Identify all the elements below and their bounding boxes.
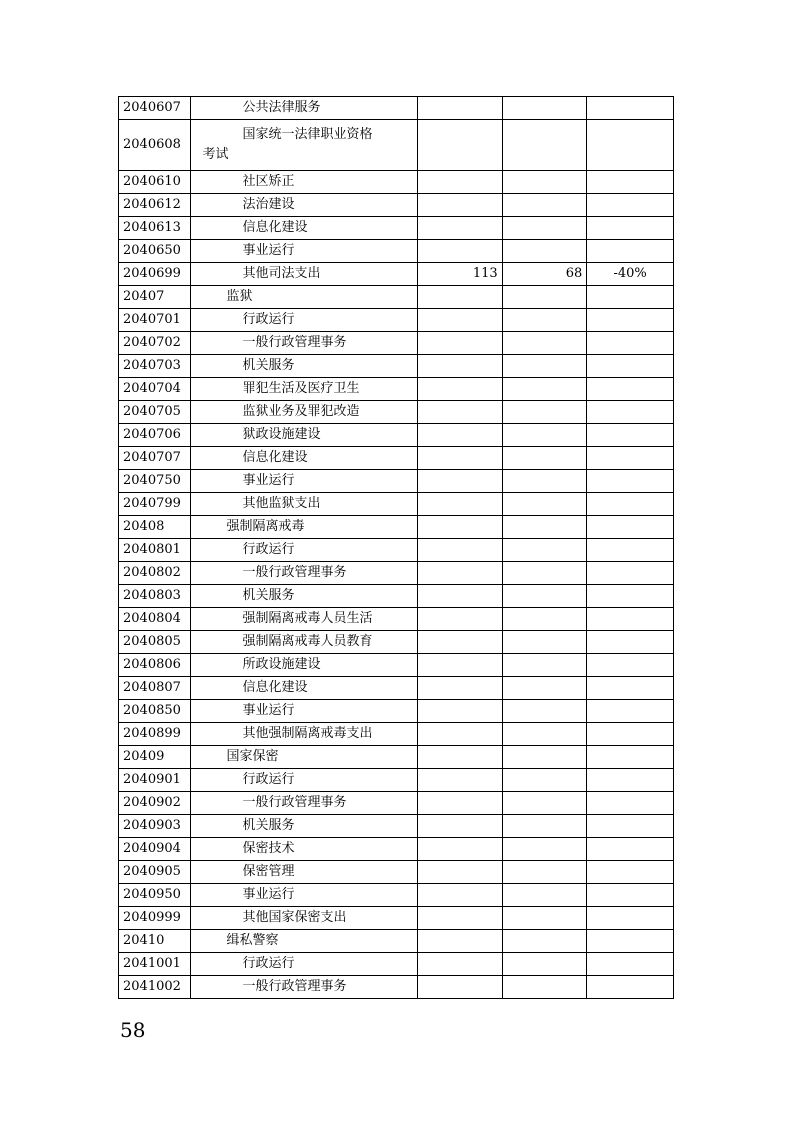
row-code: 2040950 xyxy=(119,884,191,907)
row-value-2 xyxy=(502,217,587,240)
row-code: 2040607 xyxy=(119,97,191,120)
row-change-pct xyxy=(587,815,674,838)
row-value-2 xyxy=(502,516,587,539)
row-name: 强制隔离戒毒人员生活 xyxy=(190,608,418,631)
row-value-2 xyxy=(502,723,587,746)
table-row xyxy=(119,424,674,447)
table-row xyxy=(119,286,674,309)
row-change-pct: -40% xyxy=(587,263,674,286)
row-change-pct xyxy=(587,97,674,120)
row-code: 2040803 xyxy=(119,585,191,608)
row-value-1 xyxy=(418,240,503,263)
row-code: 2040904 xyxy=(119,838,191,861)
row-value-2 xyxy=(502,930,587,953)
row-code: 2040750 xyxy=(119,470,191,493)
row-change-pct xyxy=(587,631,674,654)
row-value-1 xyxy=(418,332,503,355)
row-code: 2040850 xyxy=(119,700,191,723)
row-value-2 xyxy=(502,861,587,884)
table-row xyxy=(119,976,674,999)
row-value-1 xyxy=(418,792,503,815)
row-name: 所政设施建设 xyxy=(190,654,418,677)
row-change-pct xyxy=(587,539,674,562)
row-value-1 xyxy=(418,631,503,654)
row-change-pct xyxy=(587,378,674,401)
table-row xyxy=(119,884,674,907)
row-value-1 xyxy=(418,309,503,332)
row-change-pct xyxy=(587,286,674,309)
row-value-2 xyxy=(502,332,587,355)
row-change-pct xyxy=(587,976,674,999)
table-row xyxy=(119,654,674,677)
row-change-pct xyxy=(587,769,674,792)
row-code: 2041002 xyxy=(119,976,191,999)
row-code: 2040650 xyxy=(119,240,191,263)
row-name-line: 考试 xyxy=(202,147,229,162)
row-value-2 xyxy=(502,769,587,792)
row-change-pct xyxy=(587,194,674,217)
table-row xyxy=(119,930,674,953)
row-value-2 xyxy=(502,677,587,700)
row-change-pct xyxy=(587,677,674,700)
row-code: 2040613 xyxy=(119,217,191,240)
row-change-pct xyxy=(587,654,674,677)
row-value-1 xyxy=(418,378,503,401)
table-row xyxy=(119,815,674,838)
row-code: 2040804 xyxy=(119,608,191,631)
row-value-2 xyxy=(502,194,587,217)
row-value-1 xyxy=(418,907,503,930)
table-row xyxy=(119,700,674,723)
table-row xyxy=(119,120,674,171)
row-name: 行政运行 xyxy=(190,769,418,792)
row-change-pct xyxy=(587,516,674,539)
row-name: 缉私警察 xyxy=(190,930,418,953)
row-change-pct xyxy=(587,171,674,194)
row-name: 一般行政管理事务 xyxy=(190,332,418,355)
row-value-2 xyxy=(502,424,587,447)
table-row xyxy=(119,447,674,470)
budget-table xyxy=(118,96,674,999)
row-name: 一般行政管理事务 xyxy=(190,976,418,999)
row-value-2 xyxy=(502,401,587,424)
row-change-pct xyxy=(587,309,674,332)
table-row xyxy=(119,562,674,585)
row-change-pct xyxy=(587,907,674,930)
row-change-pct xyxy=(587,401,674,424)
row-code: 2040608 xyxy=(119,120,191,171)
row-value-2 xyxy=(502,953,587,976)
row-value-1 xyxy=(418,746,503,769)
row-value-1 xyxy=(418,861,503,884)
row-code: 2040612 xyxy=(119,194,191,217)
row-change-pct xyxy=(587,585,674,608)
table-row xyxy=(119,97,674,120)
row-name: 狱政设施建设 xyxy=(190,424,418,447)
row-code: 2040701 xyxy=(119,309,191,332)
row-name: 强制隔离戒毒人员教育 xyxy=(190,631,418,654)
table-row xyxy=(119,516,674,539)
row-value-2 xyxy=(502,907,587,930)
row-code: 2040807 xyxy=(119,677,191,700)
row-code: 2040799 xyxy=(119,493,191,516)
row-value-2 xyxy=(502,792,587,815)
row-name: 机关服务 xyxy=(190,815,418,838)
row-change-pct xyxy=(587,608,674,631)
row-name: 一般行政管理事务 xyxy=(190,562,418,585)
page-number: 58 xyxy=(120,1018,146,1042)
row-code: 2040699 xyxy=(119,263,191,286)
row-code: 20407 xyxy=(119,286,191,309)
row-name: 强制隔离戒毒 xyxy=(190,516,418,539)
row-value-1 xyxy=(418,815,503,838)
row-value-1 xyxy=(418,769,503,792)
row-name: 行政运行 xyxy=(190,953,418,976)
row-value-1 xyxy=(418,447,503,470)
row-value-1 xyxy=(418,608,503,631)
table-row xyxy=(119,470,674,493)
row-name: 其他监狱支出 xyxy=(190,493,418,516)
row-value-1 xyxy=(418,585,503,608)
row-value-2 xyxy=(502,585,587,608)
row-value-2 xyxy=(502,562,587,585)
row-name: 社区矫正 xyxy=(190,171,418,194)
row-code: 20410 xyxy=(119,930,191,953)
row-value-1 xyxy=(418,700,503,723)
table-row xyxy=(119,171,674,194)
row-change-pct xyxy=(587,447,674,470)
row-change-pct xyxy=(587,884,674,907)
row-code: 2040706 xyxy=(119,424,191,447)
row-value-2 xyxy=(502,976,587,999)
row-code: 20409 xyxy=(119,746,191,769)
table-row xyxy=(119,723,674,746)
table-row xyxy=(119,355,674,378)
row-value-2 xyxy=(502,171,587,194)
row-code: 20408 xyxy=(119,516,191,539)
row-value-1 xyxy=(418,516,503,539)
table-row xyxy=(119,217,674,240)
table-row xyxy=(119,953,674,976)
row-change-pct xyxy=(587,861,674,884)
row-change-pct xyxy=(587,746,674,769)
row-name: 事业运行 xyxy=(190,240,418,263)
table-row xyxy=(119,493,674,516)
table-body xyxy=(119,97,674,999)
row-value-2 xyxy=(502,493,587,516)
table-row xyxy=(119,240,674,263)
table-row xyxy=(119,539,674,562)
row-change-pct xyxy=(587,700,674,723)
row-name: 事业运行 xyxy=(190,470,418,493)
row-code: 2040805 xyxy=(119,631,191,654)
row-code: 2040703 xyxy=(119,355,191,378)
row-change-pct xyxy=(587,240,674,263)
row-name: 行政运行 xyxy=(190,539,418,562)
row-code: 2040901 xyxy=(119,769,191,792)
row-value-2 xyxy=(502,608,587,631)
row-name: 监狱业务及罪犯改造 xyxy=(190,401,418,424)
row-value-2 xyxy=(502,309,587,332)
row-value-1 xyxy=(418,424,503,447)
row-name: 其他强制隔离戒毒支出 xyxy=(190,723,418,746)
row-value-1 xyxy=(418,97,503,120)
row-value-2 xyxy=(502,746,587,769)
row-code: 2040902 xyxy=(119,792,191,815)
row-name: 法治建设 xyxy=(190,194,418,217)
row-name: 信息化建设 xyxy=(190,677,418,700)
row-value-1 xyxy=(418,539,503,562)
row-value-1 xyxy=(418,120,503,171)
row-value-1 xyxy=(418,217,503,240)
row-value-2 xyxy=(502,355,587,378)
row-code: 2040801 xyxy=(119,539,191,562)
table-row xyxy=(119,677,674,700)
row-value-1 xyxy=(418,286,503,309)
row-value-2 xyxy=(502,470,587,493)
table-row xyxy=(119,746,674,769)
row-change-pct xyxy=(587,332,674,355)
row-value-1 xyxy=(418,677,503,700)
row-code: 2040707 xyxy=(119,447,191,470)
row-value-2 xyxy=(502,539,587,562)
row-value-2 xyxy=(502,884,587,907)
table-row xyxy=(119,263,674,286)
row-value-1 xyxy=(418,838,503,861)
row-value-1 xyxy=(418,470,503,493)
row-name: 国家保密 xyxy=(190,746,418,769)
row-change-pct xyxy=(587,355,674,378)
row-name: 公共法律服务 xyxy=(190,97,418,120)
row-value-2 xyxy=(502,700,587,723)
row-value-1 xyxy=(418,355,503,378)
row-name: 行政运行 xyxy=(190,309,418,332)
table-row xyxy=(119,838,674,861)
row-value-2 xyxy=(502,240,587,263)
row-name: 机关服务 xyxy=(190,355,418,378)
row-name: 信息化建设 xyxy=(190,447,418,470)
row-name xyxy=(190,120,418,171)
table-row xyxy=(119,907,674,930)
row-code: 2040905 xyxy=(119,861,191,884)
row-name: 其他国家保密支出 xyxy=(190,907,418,930)
row-code: 2040999 xyxy=(119,907,191,930)
row-change-pct xyxy=(587,723,674,746)
row-value-1 xyxy=(418,930,503,953)
row-value-2 xyxy=(502,97,587,120)
row-code: 2040806 xyxy=(119,654,191,677)
row-value-1 xyxy=(418,953,503,976)
row-value-1 xyxy=(418,194,503,217)
row-name: 保密管理 xyxy=(190,861,418,884)
row-value-1 xyxy=(418,723,503,746)
table-row xyxy=(119,769,674,792)
row-change-pct xyxy=(587,838,674,861)
row-value-2 xyxy=(502,631,587,654)
row-name: 保密技术 xyxy=(190,838,418,861)
row-value-2 xyxy=(502,120,587,171)
row-value-2 xyxy=(502,838,587,861)
row-name: 其他司法支出 xyxy=(190,263,418,286)
row-name: 事业运行 xyxy=(190,700,418,723)
row-value-1 xyxy=(418,654,503,677)
row-change-pct xyxy=(587,493,674,516)
row-change-pct xyxy=(587,470,674,493)
row-value-2 xyxy=(502,654,587,677)
row-value-2 xyxy=(502,815,587,838)
row-value-1: 113 xyxy=(418,263,503,286)
table-row xyxy=(119,861,674,884)
row-code: 2040704 xyxy=(119,378,191,401)
row-change-pct xyxy=(587,930,674,953)
row-code: 2040610 xyxy=(119,171,191,194)
row-code: 2040899 xyxy=(119,723,191,746)
row-change-pct xyxy=(587,792,674,815)
row-change-pct xyxy=(587,953,674,976)
row-value-1 xyxy=(418,171,503,194)
row-value-2 xyxy=(502,378,587,401)
table-row xyxy=(119,309,674,332)
row-change-pct xyxy=(587,424,674,447)
table-row xyxy=(119,792,674,815)
row-name: 一般行政管理事务 xyxy=(190,792,418,815)
row-name: 罪犯生活及医疗卫生 xyxy=(190,378,418,401)
row-code: 2041001 xyxy=(119,953,191,976)
row-change-pct xyxy=(587,562,674,585)
table-row xyxy=(119,401,674,424)
row-change-pct xyxy=(587,217,674,240)
row-value-2 xyxy=(502,286,587,309)
row-name: 信息化建设 xyxy=(190,217,418,240)
row-code: 2040702 xyxy=(119,332,191,355)
row-name: 机关服务 xyxy=(190,585,418,608)
row-value-1 xyxy=(418,401,503,424)
row-value-2 xyxy=(502,447,587,470)
row-value-2: 68 xyxy=(502,263,587,286)
row-name-line: 国家统一法律职业资格 xyxy=(242,127,373,142)
row-code: 2040705 xyxy=(119,401,191,424)
table-row xyxy=(119,332,674,355)
row-code: 2040903 xyxy=(119,815,191,838)
table-row xyxy=(119,585,674,608)
table-row xyxy=(119,194,674,217)
row-value-1 xyxy=(418,493,503,516)
row-value-1 xyxy=(418,976,503,999)
table-row xyxy=(119,378,674,401)
row-code: 2040802 xyxy=(119,562,191,585)
table-row xyxy=(119,608,674,631)
row-name: 事业运行 xyxy=(190,884,418,907)
row-name: 监狱 xyxy=(190,286,418,309)
row-value-1 xyxy=(418,884,503,907)
row-change-pct xyxy=(587,120,674,171)
row-value-1 xyxy=(418,562,503,585)
table-row xyxy=(119,631,674,654)
